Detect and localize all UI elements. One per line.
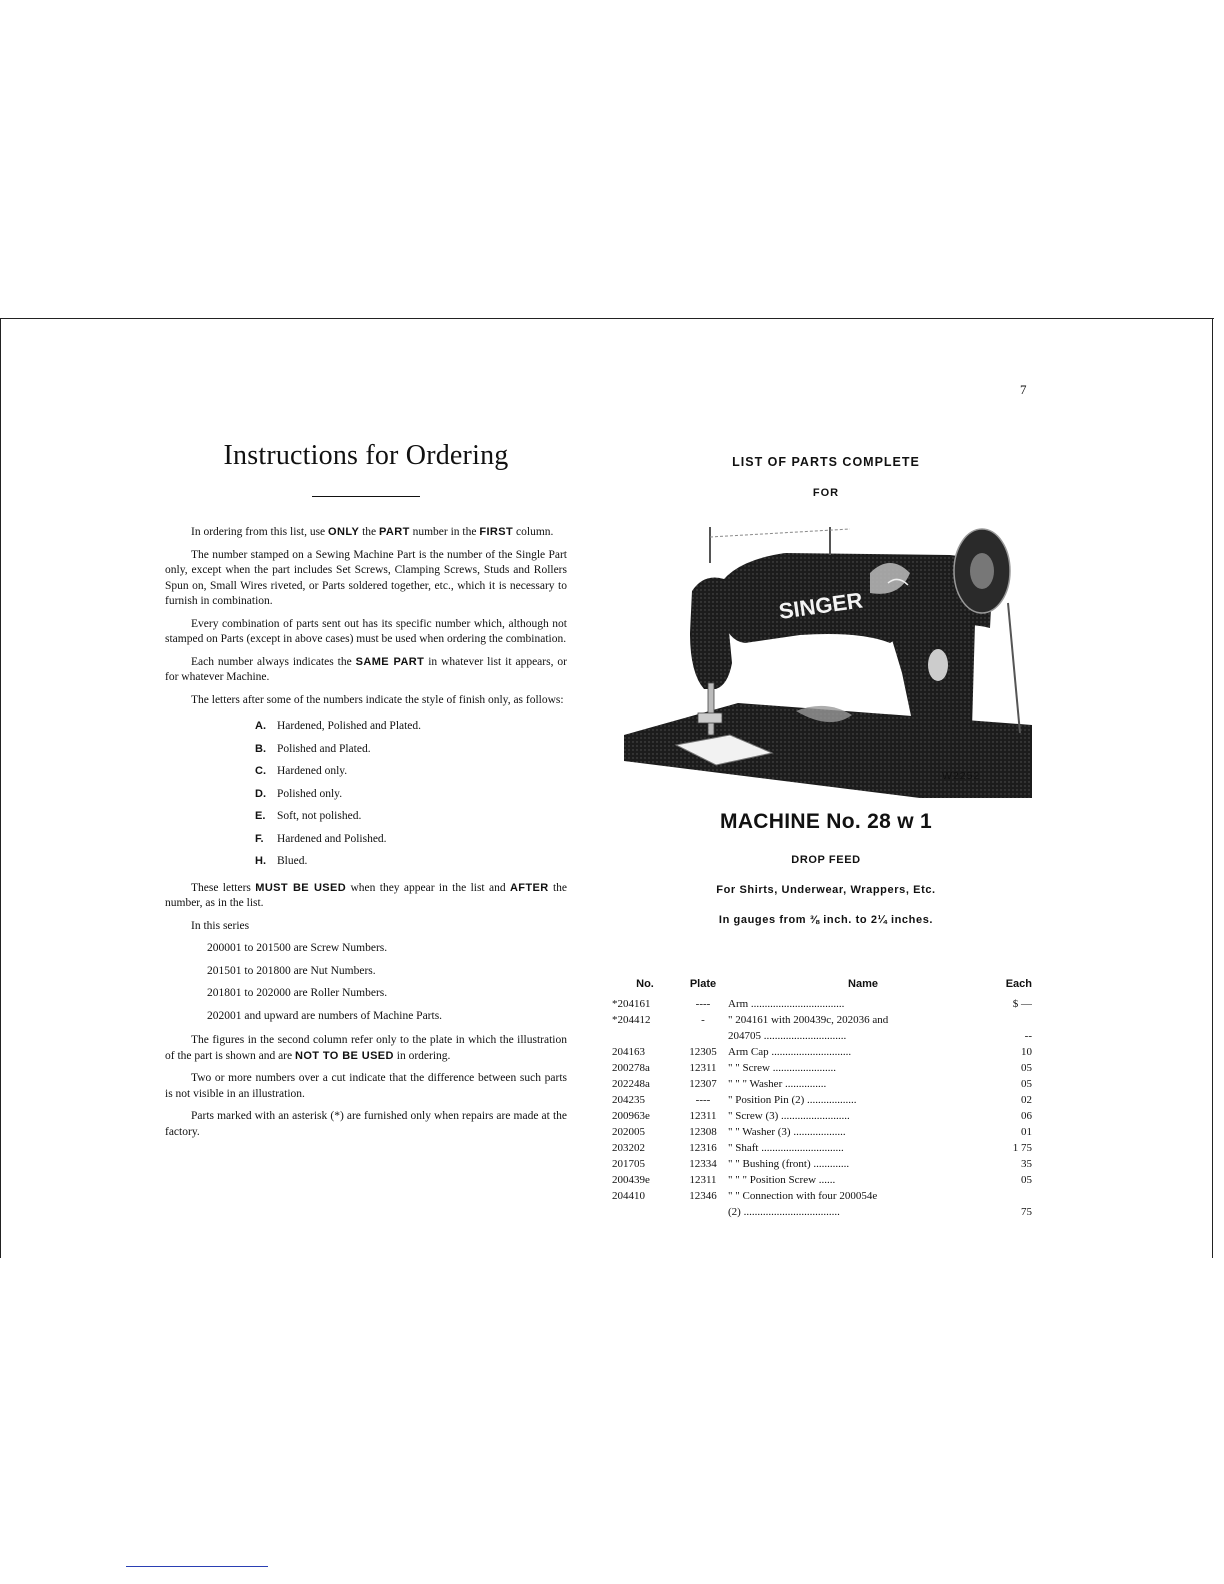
- table-row: [612, 1012, 1032, 1028]
- table-row: [612, 1044, 1032, 1060]
- part-name: " " Washer (3) ...................: [728, 1126, 846, 1138]
- part-price: 35: [1021, 1158, 1032, 1170]
- page-number: 7: [1020, 382, 1027, 397]
- p1-part: PART: [379, 526, 410, 538]
- finish-key: H.: [255, 855, 266, 867]
- table-row: [612, 1140, 1032, 1156]
- parts-list-header: [620, 455, 1032, 926]
- finish-item: [255, 715, 567, 738]
- sewing-machine-illustration: [620, 513, 1032, 798]
- p6-after: AFTER: [509, 881, 549, 894]
- machine-use: For Shirts, Underwear, Wrappers, Etc.: [716, 884, 936, 896]
- part-number: 203202: [612, 1142, 645, 1154]
- paragraph-2: The number stamped on a Sewing Machine Part is the number of the Single Part only, except when the part includes Set Screws, Clamping Screws, Studs and Rollers Spun on, Small Wires riveted, or Parts soldered together, etc., which it is necessary to furnish in combination.: [165, 548, 567, 607]
- sewing-machine-drawing: [620, 513, 1032, 798]
- part-number: 201705: [612, 1158, 645, 1170]
- drop-feed: DROP FEED: [791, 854, 861, 866]
- part-name: 204705 ..............................: [728, 1030, 847, 1042]
- part-name: " 204161 with 200439c, 202036 and: [728, 1014, 889, 1026]
- part-number: *204161: [612, 998, 651, 1010]
- table-row: [612, 1076, 1032, 1092]
- part-price: 75: [1021, 1206, 1032, 1218]
- part-name: " Shaft ..............................: [728, 1142, 844, 1154]
- gauge-range: In gauges from ⅜ inch. to 2¼ inches.: [718, 914, 934, 926]
- paragraph-1: [165, 525, 567, 541]
- parts-body: [612, 996, 1032, 1220]
- plate-number: -: [701, 1014, 705, 1026]
- paragraph-4: [165, 655, 567, 686]
- parts-header-row: [612, 978, 1032, 996]
- plate-number: 12305: [689, 1046, 717, 1058]
- plate-number: 12308: [689, 1126, 717, 1138]
- paragraph-9: Two or more numbers over a cut indicate that the difference between such parts is not visible in an illustration.: [165, 1072, 567, 1100]
- plate-number: 12346: [689, 1190, 717, 1202]
- p6-text: These letters: [191, 881, 256, 894]
- p1-text3: number in the: [409, 526, 480, 538]
- finish-text: Hardened and Polished.: [277, 832, 387, 845]
- footer-underline: [126, 1566, 268, 1567]
- part-price: 05: [1021, 1062, 1032, 1074]
- series-list: [165, 937, 567, 1027]
- part-number: [612, 1028, 678, 1044]
- finish-key: C.: [255, 765, 266, 777]
- p6-text2: when they appear in the list and: [346, 881, 510, 894]
- table-row: [612, 1092, 1032, 1108]
- table-row: [612, 1172, 1032, 1188]
- table-row: [612, 1060, 1032, 1076]
- finish-item: [255, 760, 567, 783]
- page-border-right: [1212, 318, 1213, 1258]
- part-number: 200963e: [612, 1110, 650, 1122]
- part-name: " " Screw .......................: [728, 1062, 836, 1074]
- p8-not-to-be-used: NOT TO BE USED: [294, 1049, 394, 1062]
- plate-number: ----: [695, 1094, 711, 1106]
- p4-text: Each number always indicates the: [191, 655, 356, 668]
- finish-item: [255, 828, 567, 851]
- table-row: [612, 1124, 1032, 1140]
- brand-logo: SINGER: [777, 587, 865, 624]
- p4-same-part: SAME PART: [355, 655, 425, 668]
- series-item: 200001 to 201500 are Screw Numbers.: [207, 942, 388, 954]
- part-price: $ —: [1012, 998, 1032, 1010]
- part-number: 200439e: [612, 1174, 650, 1186]
- part-name: Arm ..................................: [728, 998, 845, 1010]
- part-name: " " Connection with four 200054e: [728, 1190, 878, 1202]
- machine-title: MACHINE No. 28 w 1: [720, 810, 932, 833]
- p1-first: FIRST: [479, 526, 514, 538]
- finish-key: B.: [255, 742, 266, 755]
- finish-item: [255, 738, 567, 761]
- part-number: 204163: [612, 1046, 645, 1058]
- part-number: *204412: [612, 1014, 651, 1026]
- part-price: 05: [1021, 1078, 1032, 1090]
- page-border-top: [0, 318, 1214, 319]
- list-for: FOR: [812, 487, 840, 499]
- part-price: 05: [1021, 1174, 1032, 1186]
- p8-text: The figures in the second column refer only to the plate in which the illustration of the part is shown and are: [165, 1034, 567, 1062]
- page-border-left: [0, 318, 1, 1258]
- p1-text: In ordering from this list, use: [191, 526, 329, 538]
- series-item: 202001 and upward are numbers of Machine Parts.: [207, 1009, 443, 1022]
- presser-foot: [698, 713, 722, 723]
- part-number: 202005: [612, 1126, 645, 1138]
- finish-text: Soft, not polished.: [277, 810, 362, 822]
- finish-key: A.: [255, 720, 266, 732]
- finish-text: Hardened only.: [277, 765, 348, 777]
- finish-item: [255, 805, 567, 828]
- paragraph-10: Parts marked with an asterisk (*) are furnished only when repairs are made at the factory.: [165, 1110, 567, 1138]
- plate-number: 12311: [689, 1110, 717, 1122]
- finish-text: Blued.: [277, 855, 308, 867]
- part-name: " " Bushing (front) .............: [728, 1158, 850, 1170]
- part-name: " " " Washer ...............: [728, 1078, 827, 1090]
- finish-text: Polished only.: [277, 787, 343, 800]
- part-price: [998, 1012, 1032, 1028]
- table-row: [612, 996, 1032, 1012]
- parts-table: [612, 978, 1032, 1220]
- part-name: " " " Position Screw ......: [728, 1174, 836, 1186]
- plate-number: 12334: [689, 1158, 717, 1170]
- table-row: [612, 1204, 1032, 1220]
- paragraph-7: In this series: [191, 919, 250, 932]
- table-row: [612, 1028, 1032, 1044]
- part-price: 01: [1021, 1126, 1032, 1138]
- plate-number: [678, 1204, 728, 1220]
- part-price: 1 75: [1012, 1142, 1032, 1154]
- decal-medallion: [928, 649, 948, 681]
- p1-only: ONLY: [328, 526, 360, 538]
- series-item: 201801 to 202000 are Roller Numbers.: [207, 987, 388, 999]
- finish-key: E.: [255, 810, 266, 822]
- part-number: 202248a: [612, 1078, 650, 1090]
- paragraph-8: [165, 1033, 567, 1064]
- header-each: Each: [1005, 978, 1032, 990]
- plate-number: 12311: [689, 1174, 717, 1186]
- paragraph-3: Every combination of parts sent out has its specific number which, although not stamped on Parts (except in above cases) must be used when ordering the combination.: [165, 617, 567, 645]
- table-row: [612, 1108, 1032, 1124]
- part-number: 204235: [612, 1094, 645, 1106]
- paragraph-5: The letters after some of the numbers indicate the style of finish only, as follows:: [191, 693, 564, 706]
- p4-text2: in whatever list it appears, or for whatever Machine.: [165, 655, 567, 683]
- part-name: " Position Pin (2) ..................: [728, 1094, 857, 1106]
- title-rule: [312, 496, 420, 497]
- instructions-title: Instructions for Ordering: [223, 440, 509, 471]
- finish-item: [255, 783, 567, 806]
- plate-number: 12316: [689, 1142, 717, 1154]
- header-name: Name: [848, 978, 878, 990]
- hand-wheel-hub: [970, 553, 994, 589]
- part-price: 02: [1021, 1094, 1032, 1106]
- ordering-instructions: [165, 440, 567, 1147]
- image-code: W2252: [942, 770, 981, 782]
- header-plate: Plate: [689, 978, 717, 990]
- table-row: [612, 1188, 1032, 1204]
- part-name: " Screw (3) .........................: [728, 1110, 850, 1122]
- part-price: 10: [1021, 1046, 1032, 1058]
- needle-bar: [708, 683, 714, 735]
- finish-text: Hardened, Polished and Plated.: [277, 720, 422, 732]
- p1-text2: the: [359, 526, 379, 538]
- p6-text3: the number, as in the list.: [165, 881, 568, 909]
- part-price: --: [1024, 1030, 1032, 1042]
- series-item: 201501 to 201800 are Nut Numbers.: [207, 964, 376, 977]
- finish-key: D.: [255, 787, 266, 800]
- part-number: 200278a: [612, 1062, 650, 1074]
- part-price: [998, 1188, 1032, 1204]
- part-name: Arm Cap .............................: [728, 1046, 852, 1058]
- finish-list: [165, 715, 567, 873]
- finish-text: Polished and Plated.: [277, 742, 371, 755]
- finish-key: F.: [255, 832, 264, 845]
- belt: [1008, 603, 1020, 733]
- p1-text4: column.: [513, 526, 554, 538]
- plate-number: 12307: [689, 1078, 717, 1090]
- plate-number: [678, 1028, 728, 1044]
- part-number: 204410: [612, 1190, 645, 1202]
- list-heading: LIST OF PARTS COMPLETE: [732, 455, 920, 469]
- p6-must-be-used: MUST BE USED: [255, 881, 347, 894]
- plate-number: ----: [695, 998, 711, 1010]
- plate-number: 12311: [689, 1062, 717, 1074]
- p8-text2: in ordering.: [393, 1049, 451, 1062]
- paragraph-6: [165, 881, 567, 912]
- part-number: [612, 1204, 678, 1220]
- table-row: [612, 1156, 1032, 1172]
- part-price: 06: [1021, 1110, 1032, 1122]
- part-name: (2) ...................................: [728, 1206, 840, 1218]
- finish-item: [255, 850, 567, 873]
- header-no: No.: [636, 978, 654, 990]
